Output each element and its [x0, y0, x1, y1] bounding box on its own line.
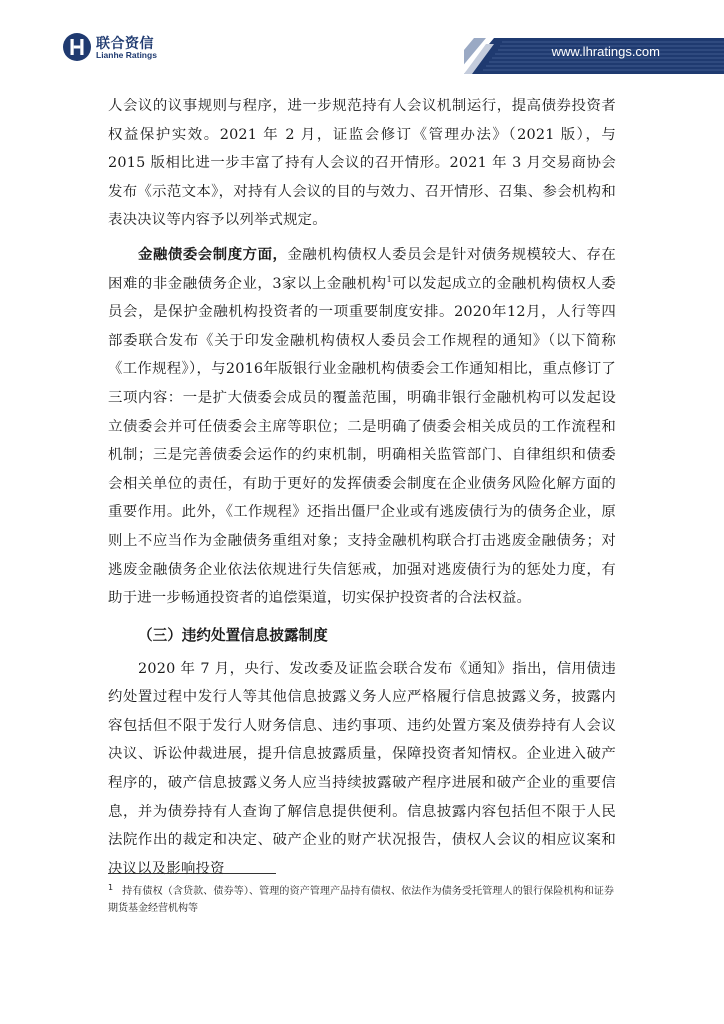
footnote-divider [108, 873, 276, 874]
logo-chinese-name: 联合资信 [96, 36, 154, 52]
website-url[interactable]: www.lhratings.com [551, 44, 660, 59]
paragraph-holder-meetings: 人会议的议事规则与程序，进一步规范持有人会议机制运行，提高债券投资者权益保护实效。2021 年 2 月，证监会修订《管理办法》（2021 版），与 2015 版相比进一步丰富了持有人会议的召开情形。2021 年 3 月交易商协会发布《示范文本》，对持有人会议的目的与效力、召开情形、召集、参会机构和表决决议等内容予以列举式规定。 [108, 98, 616, 229]
paragraph-disclosure: 2020 年 7 月，央行、发改委及证监会联合发布《通知》指出，信用债违约处置过程中发行人等其他信息披露义务人应严格履行信息披露义务，披露内容包括但不限于发行人财务信息、违约事项、违约处置方案及债券持有人会议决议、诉讼仲裁进展，提升信息披露质量，保障投资者知情权。企业进入破产程序的，破产信息披露义务人应当持续披露破产程序进展和破产企业的重要信息，并为债券持有人查询了解信息提供便利。信息披露内容包括但不限于人民法院作出的裁定和决定、破产企业的财产状况报告，债权人会议的相应议案和决议以及影响投资 [108, 660, 616, 877]
paragraph-text: 金融机构债权人委员会是针对债务规模较大、存在困难的非金融债务企业，3家以上金融机构 [108, 246, 616, 292]
paragraph-lead-bold: 金融债委会制度方面， [138, 245, 288, 263]
footnote: 1 持有债权（含贷款、债券等）、管理的资产管理产品持有债权、依法作为债务受托管理人的银行保险机构和证券期货基金经营机构等 [108, 882, 614, 914]
paragraph-creditor-committee [108, 241, 616, 613]
lianhe-logo-icon [62, 32, 92, 62]
footnote-reference[interactable]: 1 [386, 274, 392, 284]
document-body [108, 92, 616, 883]
logo-english-name: Lianhe Ratings [96, 50, 157, 60]
paragraph-text: 可以发起成立的金融机构债权人委员会，是保护金融机构投资者的一项重要制度安排。2020年12月，人行等四部委联合发布《关于印发金融机构债权人委员会工作规程的通知》（以下简称《工作规程》），与2016年版银行业金融机构债委会工作通知相比，重点修订了三项内容：一是扩大债委会成员的覆盖范围，明确非银行金融机构可以发起设立债委会并可任债委会主席等职位；二是明确了债委会相关成员的工作流程和机制；三是完善债委会运作的约束机制，明确相关监管部门、自律组织和债委会相关单位的责任，有助于更好的发挥债委会制度在企业债务风险化解方面的重要作用。此外，《工作规程》还指出僵尸企业或有逃废债行为的债务企业，原则上不应当作为金融债务重组对象；支持金融机构联合打击逃废金融债务；对逃废金融债务企业依法依规进行失信惩戒，加强对逃废债行为的惩处力度，有助于进一步畅通投资者的追偿渠道，切实保护投资者的合法权益。 [108, 275, 616, 607]
section-heading: （三）违约处置信息披露制度 [138, 626, 328, 644]
footnote-text: 持有债权（含贷款、债券等）、管理的资产管理产品持有债权、依法作为债务受托管理人的银行保险机构和证券期货基金经营机构等 [108, 886, 614, 914]
page-header [0, 0, 724, 80]
